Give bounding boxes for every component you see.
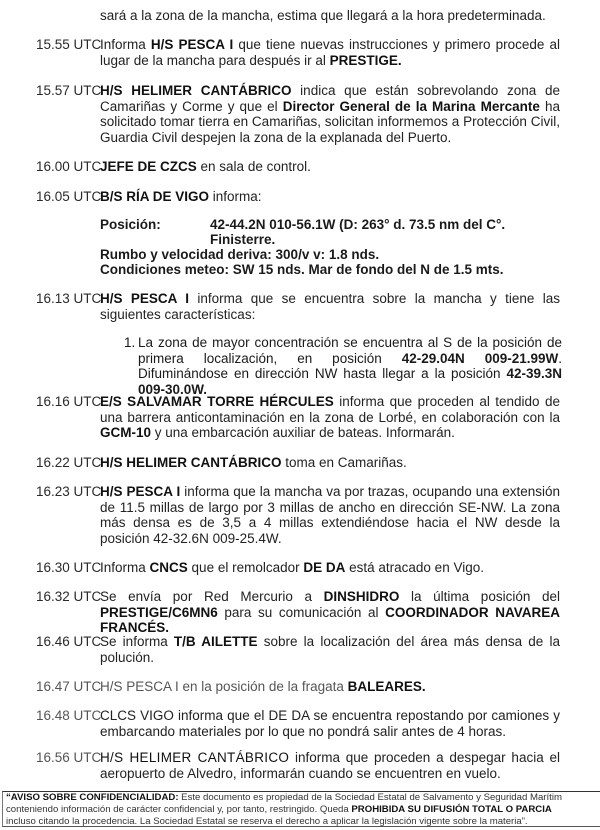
entry-time: 16.16 UTC (36, 394, 102, 409)
entry-time: 16.00 UTC (36, 159, 102, 174)
entry-time: 16.13 UTC (36, 291, 102, 306)
entry-text: Informa H/S PESCA I que tiene nuevas instrucciones y primero procede al lugar de la mancha para después ir al PRESTIGE. (100, 37, 560, 68)
entry-text: B/S RÍA DE VIGO informa: (100, 189, 262, 204)
entry-text: H/S PESCA I informa que la mancha va por trazas, ocupando una extensión de 11.5 millas de largo por 3 millas de ancho en dirección SE-NW. La zona más densa es de 3,5 a 4 millas extendiéndose hacia el NW desde la posición 42-32.6N 009-25.4W. (100, 484, 560, 546)
entry-time: 16.05 UTC (36, 189, 102, 204)
entry-text: E/S SALVAMAR TORRE HÉRCULES informa que proceden al tendido de una barrera anticontaminación en la zona de Lorbé, en colaboración con la GCM-10 y una embarcación auxiliar de bateas. Informarán. (100, 394, 560, 440)
entry-text: H/S PESCA I informa que se encuentra sobre la mancha y tiene las siguientes características: (100, 291, 560, 322)
position-value: 42-44.2N 010-56.1W (D: 263° d. 73.5 nm del C°. Finisterre. (210, 217, 506, 247)
entry-time: 16.22 UTC (36, 455, 102, 470)
entry-time: 16.47 UTC (36, 679, 102, 694)
entry-text: Se envía por Red Mercurio a DINSHIDRO la última posición del PRESTIGE/C6MN6 para su comunicación al COORDINADOR NAVAREA FRANCÉS. (100, 589, 560, 635)
weather-info: Condiciones meteo: SW 15 nds. Mar de fondo del N de 1.5 mts. (100, 262, 504, 277)
entry-time: 16.23 UTC (36, 484, 102, 499)
continuation-text: sará a la zona de la mancha, estima que llegará a la hora predeterminada. (100, 8, 546, 23)
entry-time: 16.56 UTC (36, 750, 102, 765)
entry-time: 15.55 UTC (36, 37, 102, 52)
entry-text: H/S HELIMER CANTÁBRICO toma en Camariñas. (100, 455, 407, 470)
entry-time: 16.30 UTC (36, 560, 102, 575)
entry-text: CLCS VIGO informa que el DE DA se encuentra repostando por camiones y embarcando materiales por lo que no pondrá salir antes de 4 horas. (100, 708, 560, 739)
list-number: 1. (124, 335, 136, 350)
drift-info: Rumbo y velocidad deriva: 300/v v: 1.8 nds. (100, 247, 380, 262)
entry-time: 16.48 UTC (36, 708, 102, 723)
entry-text: H/S HELIMER CANTÁBRICO informa que proceden a despegar hacia el aeropuerto de Alvedro, informarán cuando se encuentren en vuelo. (100, 750, 560, 781)
entry-text: H/S HELIMER CANTÁBRICO indica que están sobrevolando zona de Camariñas y Corme y que el Director General de la Marina Mercante ha solicitado tomar tierra en Camariñas, solicitan informemos a Protección Civil, Guardia Civil despejen la zona de la explanada del Puerto. (100, 83, 560, 145)
characteristics-list-item: 1. La zona de mayor concentración se encuentra al S de la posición de primera localización, en posición 42-29.04N 009-21.99W. Difuminándose en dirección NW hasta llegar a la posición 42-39.3N 009-30.0W. (124, 335, 562, 397)
entry-time: 15.57 UTC (36, 83, 102, 98)
entry-text: Se informa T/B AILETTE sobre la localización del área más densa de la polución. (100, 634, 560, 665)
entry-text: JEFE DE CZCS en sala de control. (100, 159, 311, 174)
confidentiality-notice: “AVISO SOBRE CONFIDENCIALIDAD: Este documento es propiedad de la Sociedad Estatal de Salvamento y Seguridad Marítim conteniendo información de carácter confidencial y, por tanto, restringido. Queda PROHIBIDA SU DIFUSIÓN TOTAL O PARCIA incluso citando la procedencia. La Sociedad Estatal se reserva el derecho a aplicar la legislación vigente sobre la materia”. (2, 791, 600, 827)
entry-text: H/S PESCA I en la posición de la fragata BALEARES. (100, 679, 426, 694)
position-label: Posición: (100, 217, 161, 232)
position-report (100, 217, 570, 277)
entry-time: 16.32 UTC (36, 589, 102, 604)
entry-time: 16.46 UTC (36, 634, 102, 649)
entry-text: Informa CNCS que el remolcador DE DA está atracado en Vigo. (100, 560, 484, 575)
